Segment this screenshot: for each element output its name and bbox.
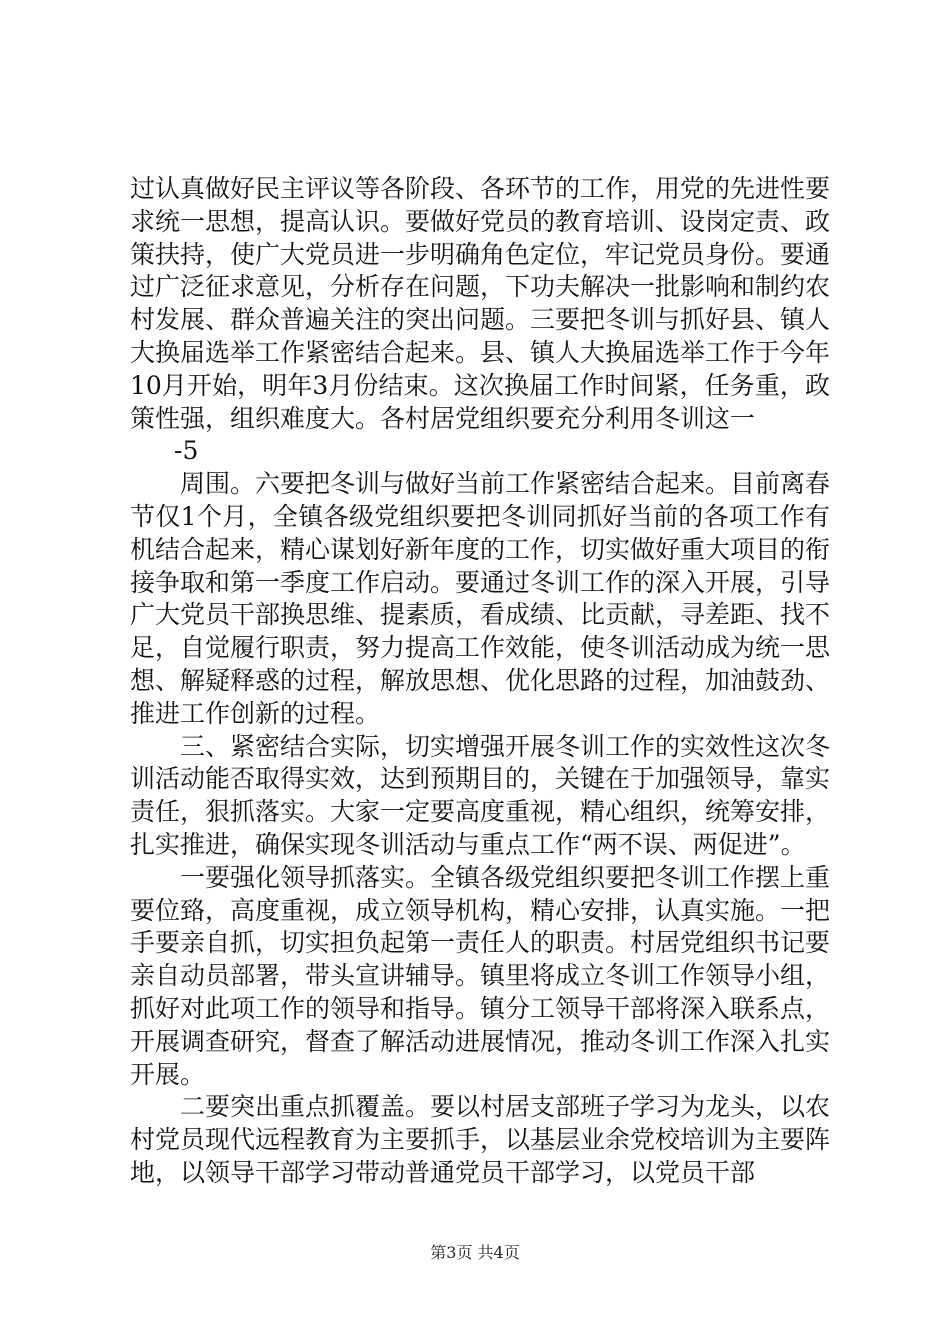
paragraph-six-requirements: 周围。六要把冬训与做好当前工作紧密结合起来。目前离春节仅1个月，全镇各级党组织要把冬训同抓好当前的各项工作有机结合起来，精心谋划好新年度的工作，切实做好重大项目的衔接争取和第一季度工作启动。要通过冬训工作的深入开展，引导广大党员干部换思维、提素质，看成绩、比贡献，寻差距、找不足，自觉履行职责，努力提高工作效能，使冬训活动成为统一思想、解疑释惑的过程，解放思想、优化思路的过程，加油鼓劲、推进工作创新的过程。	[130, 469, 831, 728]
page-footer: 第3页 共4页	[430, 1243, 520, 1262]
paragraph-leadership: 一要强化领导抓落实。全镇各级党组织要把冬训工作摆上重要位臵，高度重视，成立领导机构，精心安排，认真实施。一把手要亲自抓，切实担负起第一责任人的职责。村居党组织书记要亲自动员部署，带头宣讲辅导。镇里将成立冬训工作领导小组，抓好对此项工作的领导和指导。镇分工领导干部将深入联系点，开展调查研究，督查了解活动进展情况，推动冬训工作深入扎实开展。	[130, 862, 831, 1089]
page-marker: -5	[174, 436, 199, 466]
paragraph-section-three: 三、紧密结合实际，切实增强开展冬训工作的实效性这次冬训活动能否取得实效，达到预期目的，关键在于加强领导，靠实责任，狠抓落实。大家一定要高度重视，精心组织，统筹安排，扎实推进，确保实现冬训活动与重点工作“两不误、两促进”。	[130, 731, 831, 859]
paragraph-continued: 过认真做好民主评议等各阶段、各环节的工作，用党的先进性要求统一思想，提高认识。要做好党员的教育培训、设岗定责、政策扶持，使广大党员进一步明确角色定位，牢记党员身份。要通过广泛征求意见，分析存在问题，下功夫解决一批影响和制约农村发展、群众普遍关注的突出问题。三要把冬训与抓好县、镇人大换届选举工作紧密结合起来。县、镇人大换届选举工作于今年10月开始，明年3月份结束。这次换届工作时间紧，任务重，政策性强，组织难度大。各村居党组织要充分利用冬训这一	[130, 174, 831, 433]
paragraph-coverage: 二要突出重点抓覆盖。要以村居支部班子学习为龙头，以农村党员现代远程教育为主要抓手，以基层业余党校培训为主要阵地，以领导干部学习带动普通党员干部学习，以党员干部	[130, 1092, 831, 1187]
document-body	[130, 173, 830, 1190]
